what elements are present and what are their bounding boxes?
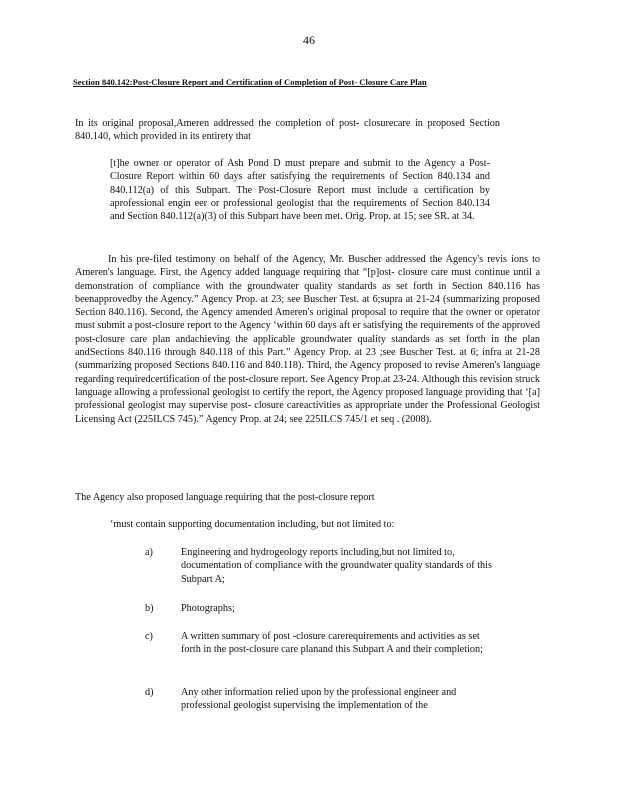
list-text: Photographs; (181, 603, 235, 614)
list-item (145, 686, 505, 716)
list-text: Any other information relied upon by the professional engineer and professional geologist supervising the implementation of the (181, 687, 457, 712)
list-text: Engineering and hydrogeology reports including,but not limited to, documentation of compliance with the groundwater quality standards of this Subpart A; (181, 547, 492, 585)
section-heading (73, 75, 503, 89)
list-marker: a) (145, 547, 153, 558)
list-marker: d) (145, 687, 154, 698)
block-quote-agency: ‘must contain supporting documentation including, but not limited to: (110, 519, 395, 530)
page-number: 46 (303, 33, 315, 47)
list-item (145, 602, 505, 618)
list-marker: b) (145, 603, 154, 614)
section-heading-text: Section 840.142:Post-Closure Report and Certification of Completion of Post- Closure Care Plan (73, 77, 427, 87)
block-quote-ameren: [t]he owner or operator of Ash Pond D must prepare and submit to the Agency a Post-Closure Report within 60 days after satisfying the requirements of Section 840.134 and 840.112(a) of this Subpart. The Post-Closure Report must include a certification by aprofessional engin eer or professional geologist that the requirements of Section 840.134 and Section 840.112(a)(3) of this Subpart have been met. Orig. Prop. at 15; see SR. at 34. (110, 158, 490, 223)
list-marker: c) (145, 631, 153, 642)
paragraph-buscher-testimony: In his pre-filed testimony on behalf of the Agency, Mr. Buscher addressed the Agency's revis ions to Ameren's language. First, the Agency added language requiring that “[p]ost- closure care must continue until a demonstration of compliance with the groundwater quality standards as set forth in Section 840.116 has beenapprovedby the Agency.” Agency Prop. at 23; see Buscher Test. at 6;supra at 21-24 (summarizing proposed Section 840.116). Second, the Agency amended Ameren's original proposal to require that the owner or operator must submit a post-closure report to the Agency ‘within 60 days aft er satisfying the requirements of the approved post-closure care plan andachieving the applicable groundwater quality standards as set forth in the plan andSections 840.116 through 840.118 of this Part.” Agency Prop. at 23 ;see Buscher Test. at 6; infra at 21-28 (summarizing proposed Sections 840.116 and 840.118). Third, the Agency proposed to revise Ameren's language regarding requiredcertification of the post-closure report. See Agency Prop.at 23-24. Although this revision struck language allowing a professional geologist to certify the report, the Agency proposed language providing that ‘[a] professional geologist may supervise post- closure careactivities as appropriate under the Professional Geologist Licensing Act (225ILCS 745).” Agency Prop. at 24; see 225ILCS 745/1 et seq . (2008). (75, 254, 540, 425)
list-text: A written summary of post -closure carerequirements and activities as set forth in the post-closure care planand this Subpart A and their completion; (181, 631, 483, 656)
paragraph-agency-proposed: The Agency also proposed language requiring that the post-closure report (75, 492, 375, 503)
list-item (145, 546, 505, 590)
list-item (145, 630, 505, 674)
paragraph-original-proposal: In its original proposal,Ameren addressed the completion of post- closurecare in proposed Section 840.140, which provided in its entirety that (75, 118, 500, 143)
